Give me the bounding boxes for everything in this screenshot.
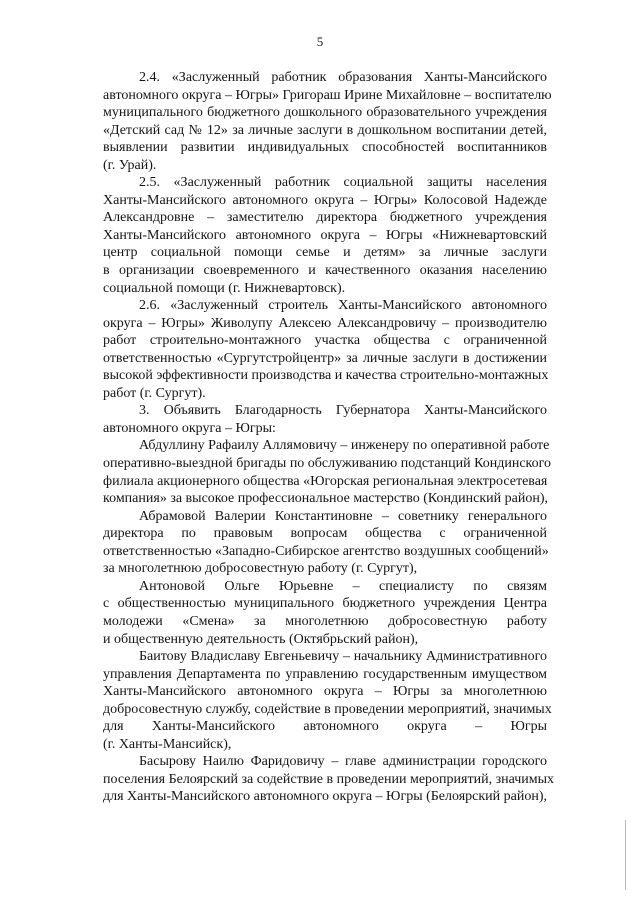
text-line: «Детский сад № 12» за личные заслуги в дошкольном воспитании детей, <box>103 122 547 138</box>
text-line: директора по правовым вопросам общества с ограниченной <box>103 526 547 542</box>
paragraph-award-2-4 <box>103 69 552 174</box>
paragraph-basyrov <box>103 753 555 806</box>
text-line: работ строительно-монтажного участка общества с ограниченной <box>103 333 547 349</box>
text-line: 2.4. «Заслуженный работник образования Ханты-Мансийского <box>139 70 547 85</box>
text-line: автономного округа – Югры: <box>103 420 276 436</box>
text-line: Антоновой Ольге Юрьевне – специалисту по связям <box>139 578 547 594</box>
text-line: Ханты-Мансийского автономного округа – Югры за многолетнюю <box>103 684 547 700</box>
text-line: Ханты-Мансийского автономного округа – Югры» Колосовой Надежде <box>103 192 547 208</box>
page-number: 5 <box>316 34 324 49</box>
text-line: с общественностью муниципального бюджетного учреждения Центра <box>103 596 547 612</box>
text-line: 3. Объявить Благодарность Губернатора Ханты-Мансийского <box>139 403 547 419</box>
text-line: Абрамовой Валерии Константиновне – советнику генерального <box>139 508 547 524</box>
paragraph-award-2-5 <box>103 174 547 297</box>
paragraph-abdullin <box>103 437 552 507</box>
text-line: за многолетнюю добросовестную работу (г. Сургут), <box>103 561 418 577</box>
text-line: округа – Югры» Живолупу Алексею Александровичу – производителю <box>103 315 547 331</box>
text-line: для Ханты-Мансийского автономного округа – Югры <box>103 719 547 735</box>
text-line: 2.5. «Заслуженный работник социальной защиты населения <box>139 175 547 191</box>
text-line: социальной помощи (г. Нижневартовск). <box>103 280 346 296</box>
text-line: управления Департамента по управлению государственным имуществом <box>103 666 547 682</box>
paragraph-baitov <box>103 648 552 753</box>
scan-edge-mark <box>625 820 626 890</box>
text-line: 2.6. «Заслуженный строитель Ханты-Мансийского автономного <box>139 298 547 314</box>
text-line: (г. Ханты-Мансийск), <box>103 736 232 752</box>
paragraph-antonova <box>103 578 547 648</box>
paragraph-award-2-6 <box>103 297 547 402</box>
text-line: выявлении развитии индивидуальных способностей воспитанников <box>103 140 547 156</box>
text-line: в организации своевременного и качественного оказания населению <box>103 263 547 279</box>
text-line: ответственностью «Западно-Сибирское агентство воздушных сообщений» <box>103 543 549 559</box>
paragraph-gratitude-3 <box>103 402 547 437</box>
text-line: добросовестную службу, содействие в проведении мероприятий, значимых <box>103 701 552 717</box>
paragraph-abramova <box>103 508 547 578</box>
text-line: филиала акционерного общества «Югорская региональная электросетевая <box>103 473 548 489</box>
text-line: Ханты-Мансийского автономного округа – Югры «Нижневартовский <box>103 227 547 243</box>
text-line: Александровне – заместителю директора бюджетного учреждения <box>103 210 547 226</box>
text-line: ответственностью «Сургутстройцентр» за личные заслуги в достижении <box>103 350 547 366</box>
text-line: работ (г. Сургут). <box>103 385 206 401</box>
text-line: высокой эффективности производства и качества строительно-монтажных <box>103 368 549 384</box>
text-line: (г. Урай). <box>103 157 157 173</box>
text-line: молодежи «Смена» за многолетнюю добросовестную работу <box>103 613 547 629</box>
text-line: и общественную деятельность (Октябрьский район), <box>103 631 419 647</box>
text-line: Абдуллину Рафаилу Аллямовичу – инженеру по оперативной работе <box>139 438 550 454</box>
text-line: автономного округа – Югры» Григораш Ирине Михайловне – воспитателю <box>103 87 552 103</box>
text-line: центр социальной помощи семье и детям» за личные заслуги <box>103 245 547 261</box>
text-line: оперативно-выездной бригады по обслуживанию подстанций Кондинского <box>103 456 552 472</box>
text-line: поселения Белоярский за содействие в проведении мероприятий, значимых <box>103 771 555 787</box>
document-body <box>103 69 555 806</box>
text-line: муниципального бюджетного дошкольного образовательного учреждения <box>103 105 547 121</box>
text-line: Басырову Наилю Фаридовичу – главе администрации городского <box>139 754 547 770</box>
text-line: для Ханты-Мансийского автономного округа – Югры (Белоярский район), <box>103 789 548 805</box>
text-line: компания» за высокое профессиональное мастерство (Кондинский район), <box>103 491 549 507</box>
text-line: Баитову Владиславу Евгеньевичу – начальнику Административного <box>139 649 547 665</box>
